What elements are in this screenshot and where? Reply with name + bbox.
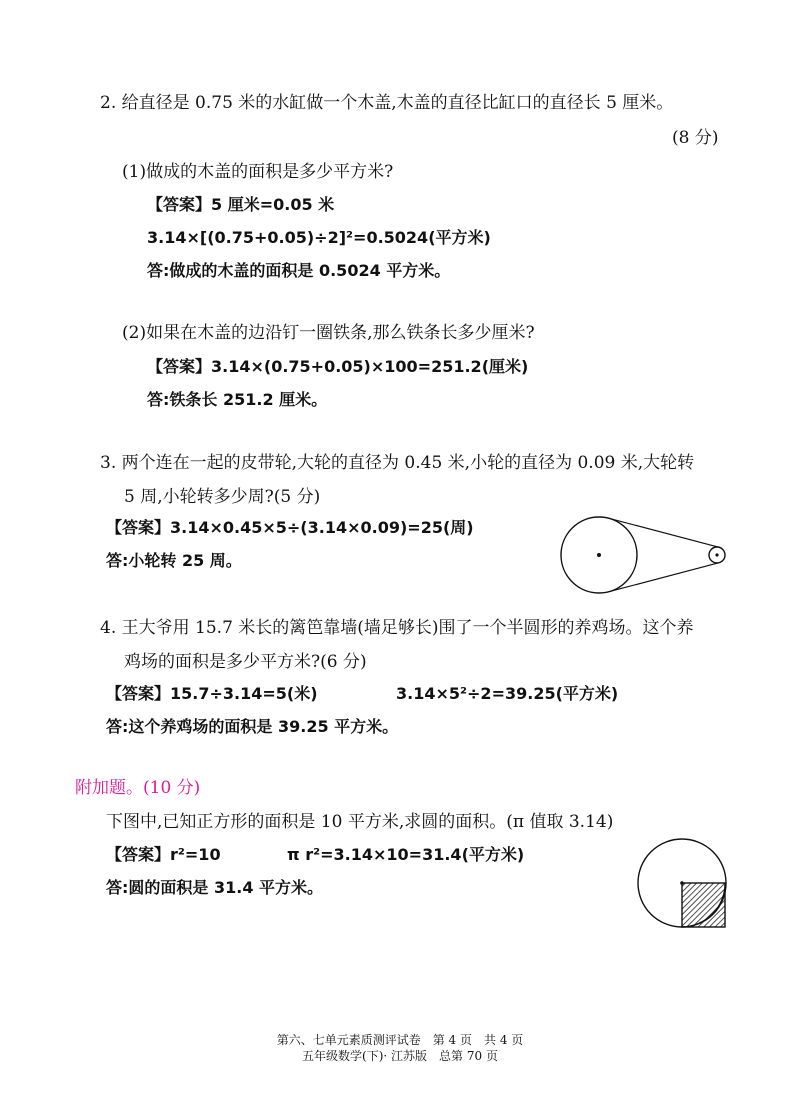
q3-answer-line1: 【答案】3.14×0.45×5÷(3.14×0.09)=25(周) [106, 518, 474, 537]
q4-answer-line1: 【答案】15.7÷3.14=5(米) [106, 684, 318, 703]
footer-line1: 第六、七单元素质测评试卷 第 4 页 共 4 页 [276, 1033, 524, 1047]
q2-part2-question: (2)如果在木盖的边沿钉一圈铁条,那么铁条长多少厘米? [122, 323, 535, 343]
q3-stem-line1: 3. 两个连在一起的皮带轮,大轮的直径为 0.45 米,小轮的直径为 0.09 米,大轮转 [100, 453, 695, 473]
q2-part1-answer-line1: 【答案】5 厘米=0.05 米 [147, 195, 335, 214]
footer-line2: 五年级数学(下)· 江苏版 总第 70 页 [302, 1049, 498, 1063]
small-pulley-center [715, 553, 718, 556]
belt-top [607, 518, 719, 547]
q3-answer-line2: 答:小轮转 25 周。 [106, 551, 242, 570]
circle-square-figure [636, 830, 736, 940]
bonus-answer-line1-part2: π r²=3.14×10=31.4(平方米) [287, 845, 525, 864]
q2-part2-answer-line2: 答:铁条长 251.2 厘米。 [147, 390, 328, 409]
circle-center [680, 881, 684, 885]
q3-stem-line2: 5 周,小轮转多少周?(5 分) [124, 487, 321, 507]
bonus-title: 附加题。(10 分) [75, 778, 201, 798]
bonus-answer-line2: 答:圆的面积是 31.4 平方米。 [106, 878, 324, 897]
q2-part1-question: (1)做成的木盖的面积是多少平方米? [122, 162, 394, 182]
q4-stem-line2: 鸡场的面积是多少平方米?(6 分) [124, 652, 367, 672]
bonus-stem: 下图中,已知正方形的面积是 10 平方米,求圆的面积。(π 值取 3.14) [106, 812, 614, 832]
q2-part2-answer-line1: 【答案】3.14×(0.75+0.05)×100=251.2(厘米) [147, 357, 529, 376]
belt-pulley-figure [555, 505, 735, 605]
q2-part1-answer-line3: 答:做成的木盖的面积是 0.5024 平方米。 [147, 261, 451, 280]
q2-part1-answer-line2: 3.14×[(0.75+0.05)÷2]²=0.5024(平方米) [147, 228, 491, 247]
q2-score: (8 分) [672, 128, 719, 148]
q4-answer-line2: 答:这个养鸡场的面积是 39.25 平方米。 [106, 717, 399, 736]
q4-stem-line1: 4. 王大爷用 15.7 米长的篱笆靠墙(墙足够长)围了一个半圆形的养鸡场。这个养 [100, 618, 694, 638]
q4-answer-line1-part2: 3.14×5²÷2=39.25(平方米) [396, 684, 619, 703]
belt-bottom [607, 563, 719, 592]
large-pulley-center [597, 553, 601, 557]
bonus-answer-line1: 【答案】r²=10 [106, 845, 221, 864]
q2-stem: 2. 给直径是 0.75 米的水缸做一个木盖,木盖的直径比缸口的直径长 5 厘米。 [100, 93, 674, 113]
